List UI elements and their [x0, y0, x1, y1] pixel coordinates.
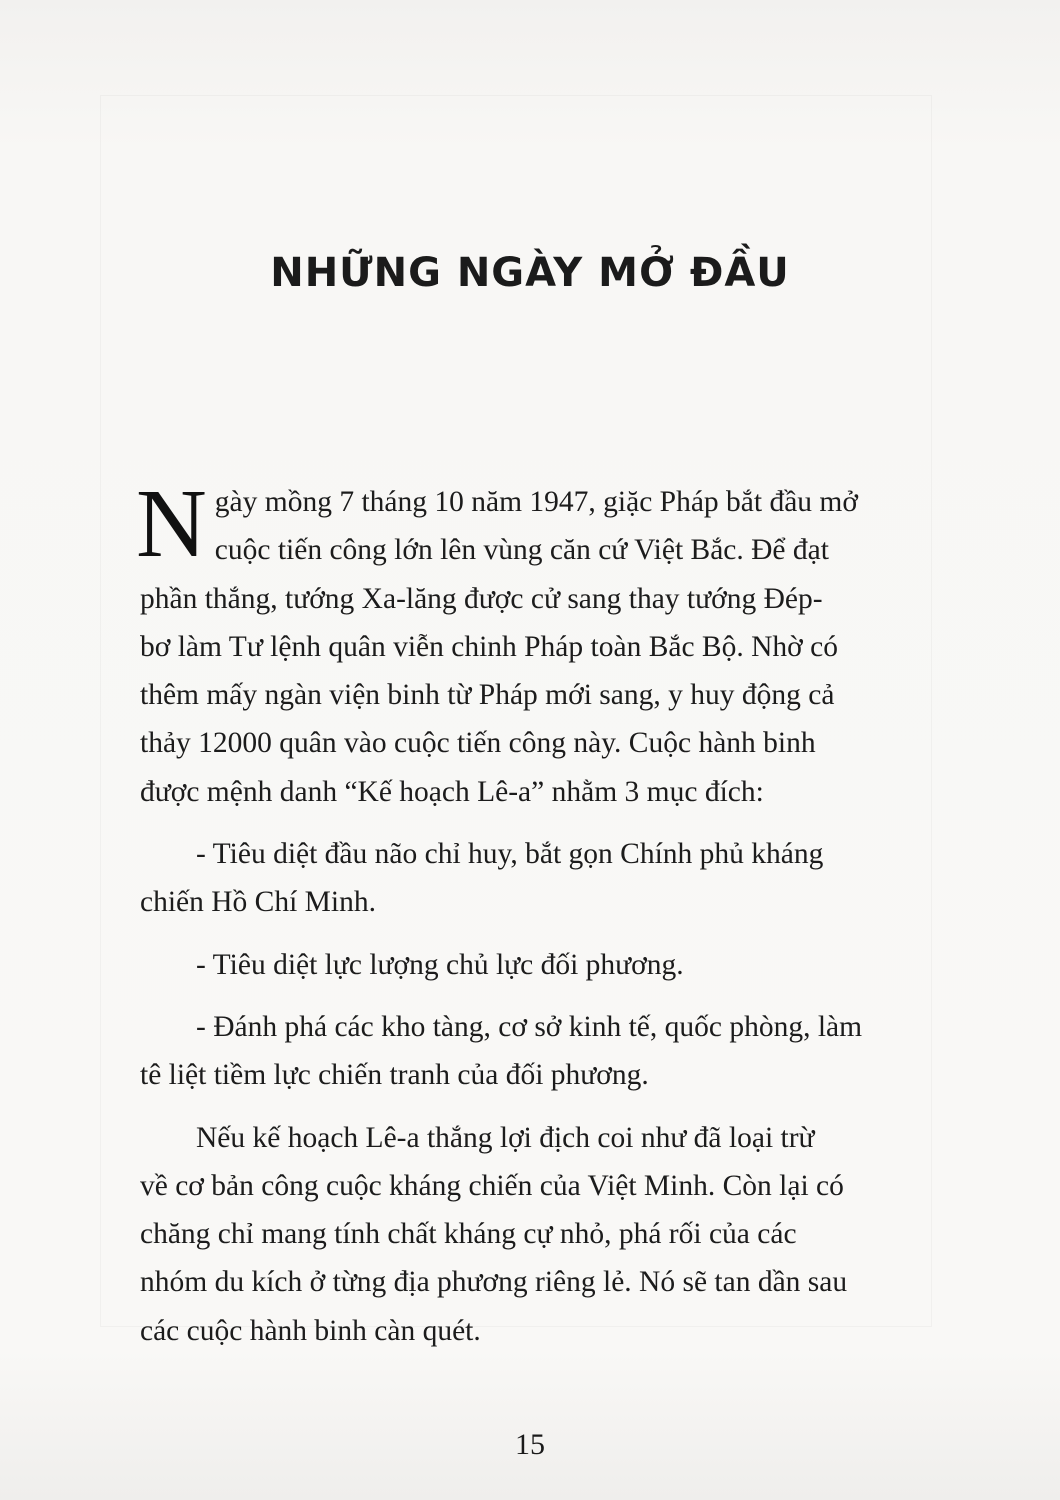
text-line: - Đánh phá các kho tàng, cơ sở kinh tế, quốc phòng, làm	[196, 1010, 863, 1043]
text-line: - Tiêu diệt đầu não chỉ huy, bắt gọn Chính phủ kháng	[196, 838, 824, 871]
text-line: các cuộc hành binh càn quét.	[140, 1314, 481, 1347]
objective-3	[140, 1003, 900, 1100]
objective-2	[140, 941, 900, 989]
text-line: về cơ bản công cuộc kháng chiến của Việt Minh. Còn lại có	[140, 1169, 844, 1202]
text-line: - Tiêu diệt lực lượng chủ lực đối phương.	[196, 948, 684, 981]
objective-1	[140, 830, 900, 927]
body-text	[136, 470, 900, 1355]
intro-paragraph	[136, 470, 900, 816]
text-line: chiến Hồ Chí Minh.	[140, 886, 376, 919]
text-line: cuộc tiến công lớn lên vùng căn cứ Việt Bắc. Để đạt	[214, 534, 829, 567]
text-line: phần thắng, tướng Xa-lăng được cử sang thay tướng Đép-	[140, 582, 823, 615]
text-line: thêm mấy ngàn viện binh từ Pháp mới sang, y huy động cả	[140, 679, 835, 712]
text-line: bơ làm Tư lệnh quân viễn chinh Pháp toàn Bắc Bộ. Nhờ có	[140, 630, 838, 663]
drop-cap: N	[136, 470, 207, 578]
text-line: chăng chỉ mang tính chất kháng cự nhỏ, phá rối của các	[140, 1218, 797, 1251]
chapter-title: NHỮNG NGÀY MỞ ĐẦU	[270, 250, 790, 296]
conclusion-paragraph	[140, 1114, 900, 1355]
text-line: Nếu kế hoạch Lê-a thắng lợi địch coi như đã loại trừ	[196, 1121, 815, 1154]
page-number: 15	[515, 1428, 545, 1461]
text-line: thảy 12000 quân vào cuộc tiến công này. Cuộc hành binh	[140, 727, 816, 760]
text-line: gày mồng 7 tháng 10 năm 1947, giặc Pháp bắt đầu mở	[214, 486, 858, 518]
text-line: được mệnh danh “Kế hoạch Lê-a” nhằm 3 mục đích:	[140, 775, 764, 808]
text-line: nhóm du kích ở từng địa phương riêng lẻ. Nó sẽ tan dần sau	[140, 1266, 848, 1299]
text-line: tê liệt tiềm lực chiến tranh của đối phương.	[140, 1059, 649, 1092]
